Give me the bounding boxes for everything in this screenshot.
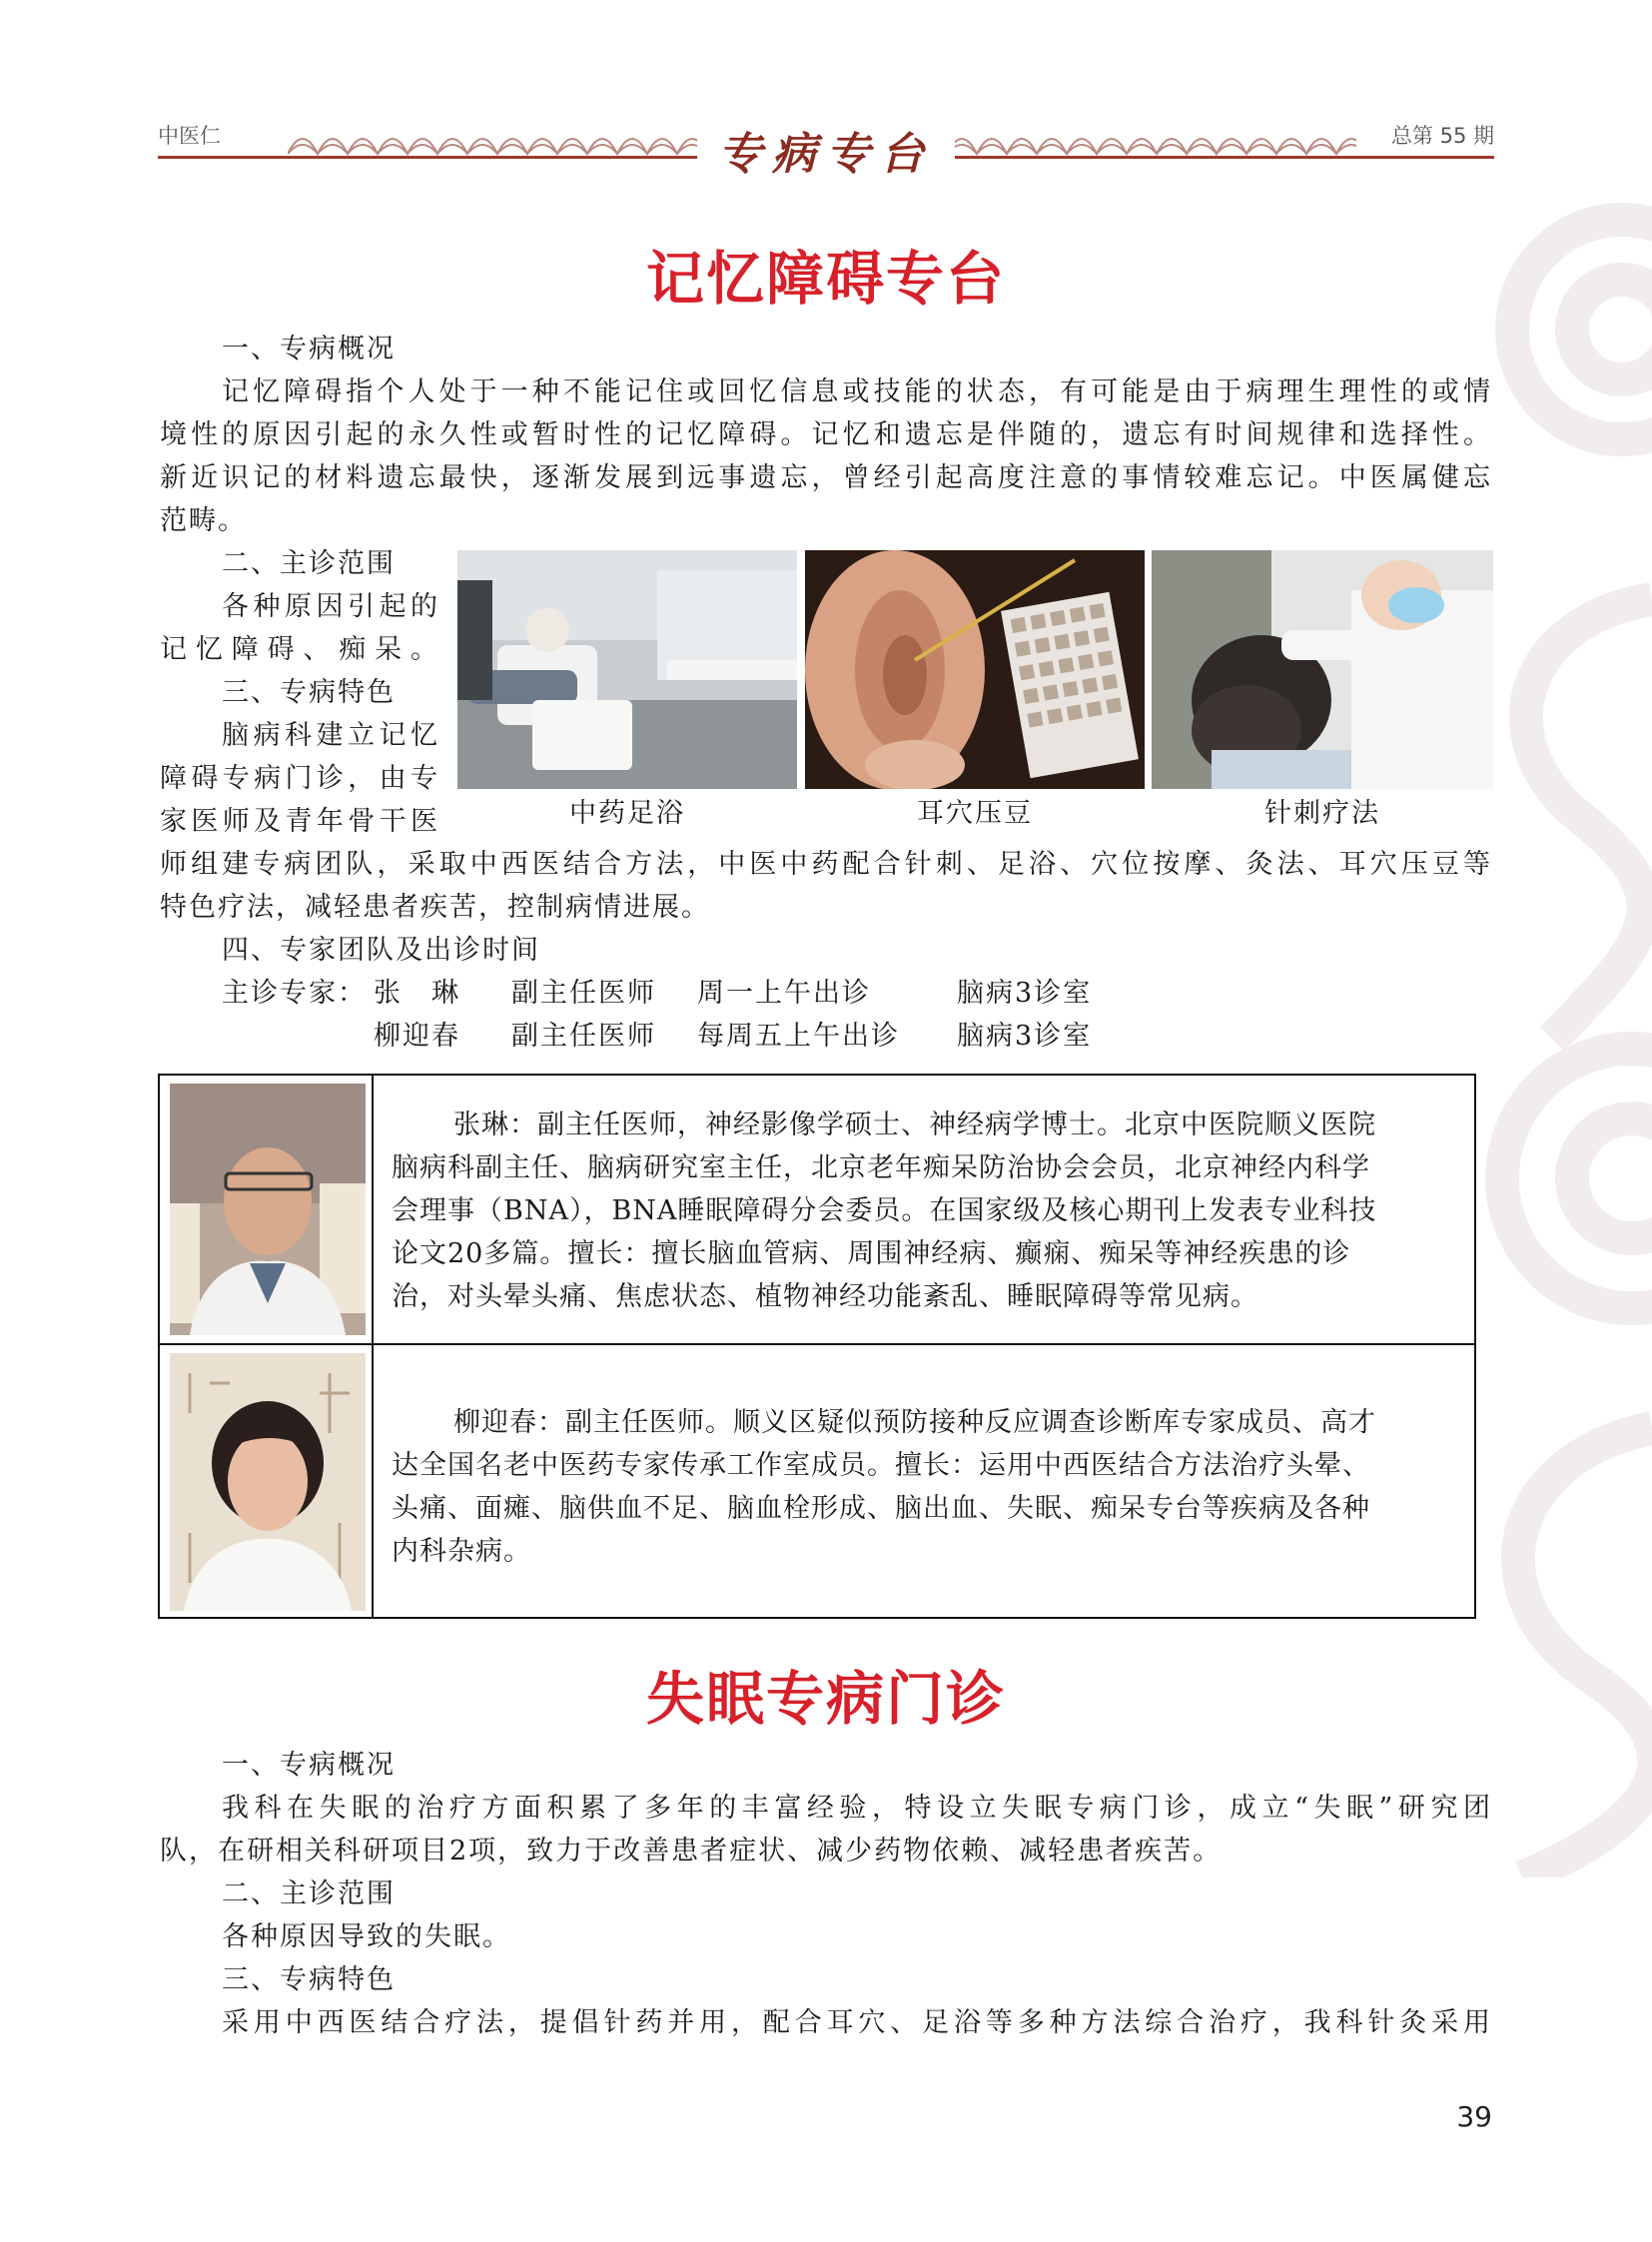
scope-line-2: 记忆障碍、痴呆。 [160, 634, 439, 665]
issue-number: 总第 55 期 [1390, 124, 1494, 148]
doctor-bio-liu [392, 1401, 1456, 1573]
expert-title: 副主任医师 [511, 978, 656, 1009]
insomnia-features-line-1: 采用中西医结合疗法，提倡针药并用，配合耳穴、足浴等多种方法综合治疗，我科针灸采用 [222, 2007, 1492, 2038]
foot-bath-photo [457, 550, 797, 789]
expert-row-1 [222, 972, 1420, 1015]
features-line-3: 家医师及青年骨干医 [160, 806, 439, 837]
overview-line-3: 新近识记的材料遗忘最快，逐渐发展到远事遗忘，曾经引起高度注意的事情较难忘记。中医属健忘 [160, 462, 1492, 493]
section-title-memory: 记忆障碍专台 [645, 245, 1006, 313]
page-number: 39 [1456, 2100, 1492, 2133]
expert-title: 副主任医师 [511, 1021, 656, 1052]
features-line-1: 脑病科建立记忆 [222, 720, 439, 751]
bio-line: 治，对头晕头痛、焦虑状态、植物神经功能紊乱、睡眠障碍等常见病。 [392, 1281, 1258, 1312]
overview-line-4: 范畴。 [160, 505, 247, 536]
expert-row-2 [222, 1015, 1420, 1058]
heading-overview-2: 一、专病概况 [222, 1750, 396, 1781]
expert-name: 柳迎春 [374, 1021, 460, 1052]
heading-scope: 二、主诊范围 [222, 548, 396, 579]
doctor-portrait-liu [170, 1353, 366, 1611]
features-line-2: 障碍专病门诊，由专 [160, 763, 439, 794]
doctor-profile-table [158, 1074, 1476, 1619]
magazine-name: 中医仁 [158, 124, 221, 148]
doctor-bio-zhang [392, 1104, 1456, 1318]
bio-line: 张琳：副主任医师，神经影像学硕士、神经病学博士。北京中医院顺义医院 [453, 1110, 1376, 1140]
features-line-4: 师组建专病团队，采取中西医结合方法，中医中药配合针刺、足浴、穴位按摩、灸法、耳穴压豆等 [160, 849, 1492, 880]
bio-line: 会理事（BNA），BNA睡眠障碍分会委员。在国家级及核心期刊上发表专业科技 [392, 1195, 1377, 1226]
doctor-portrait-zhang [170, 1084, 366, 1335]
header-title-plate [697, 112, 955, 182]
insomnia-scope: 各种原因导致的失眠。 [222, 1921, 511, 1952]
bio-line: 脑病科副主任、脑病研究室主任，北京老年痴呆防治协会会员，北京神经内科学 [392, 1152, 1370, 1183]
acupuncture-photo [1152, 550, 1493, 789]
table-divider [372, 1076, 374, 1617]
expert-room: 脑病3诊室 [957, 1021, 1093, 1052]
expert-room: 脑病3诊室 [957, 978, 1093, 1009]
expert-name: 张 琳 [374, 978, 460, 1009]
features-line-5: 特色疗法，减轻患者疾苦，控制病情进展。 [160, 892, 710, 923]
expert-time: 每周五上午出诊 [697, 1021, 900, 1052]
expert-time: 周一上午出诊 [697, 978, 871, 1009]
page-header [158, 112, 1494, 182]
heading-features-2: 三、专病特色 [222, 1964, 396, 1995]
bio-line: 头痛、面瘫、脑供血不足、脑血栓形成、脑出血、失眠、痴呆专台等疾病及各种 [392, 1493, 1370, 1524]
bio-line: 论文20多篇。擅长：擅长脑血管病、周围神经病、癫痫、痴呆等神经疾患的诊 [392, 1238, 1351, 1269]
caption-foot-bath: 中药足浴 [569, 798, 685, 829]
heading-scope-2: 二、主诊范围 [222, 1878, 396, 1909]
overview-line-1: 记忆障碍指个人处于一种不能记住或回忆信息或技能的状态，有可能是由于病理生理性的或情 [222, 376, 1492, 407]
column-title: 专病专台 [718, 129, 934, 180]
overview-line-2: 境性的原因引起的永久性或暂时性的记忆障碍。记忆和遗忘是伴随的，遗忘有时间规律和选择性。 [160, 419, 1492, 450]
heading-features: 三、专病特色 [222, 677, 396, 708]
bio-line: 达全国名老中医药专家传承工作室成员。擅长：运用中西医结合方法治疗头晕、 [392, 1450, 1370, 1481]
insomnia-overview-line-2: 队，在研相关科研项目2项，致力于改善患者症状、减少药物依赖、减轻患者疾苦。 [160, 1836, 1223, 1867]
insomnia-overview-line-1: 我科在失眠的治疗方面积累了多年的丰富经验，特设立失眠专病门诊，成立“失眠”研究团 [222, 1793, 1492, 1824]
heading-experts: 四、专家团队及出诊时间 [222, 935, 540, 966]
heading-overview: 一、专病概况 [222, 334, 396, 365]
bio-line: 内科杂病。 [392, 1536, 531, 1567]
caption-ear-acupressure: 耳穴压豆 [917, 798, 1033, 829]
section-title-insomnia: 失眠专病门诊 [645, 1665, 1006, 1733]
ear-acupressure-photo [805, 550, 1145, 789]
bio-line: 柳迎春：副主任医师。顺义区疑似预防接种反应调查诊断库专家成员、高才 [453, 1407, 1376, 1438]
experts-label: 主诊专家： [222, 978, 367, 1009]
table-divider [160, 1343, 1474, 1345]
caption-acupuncture: 针刺疗法 [1264, 798, 1380, 829]
scope-line-1: 各种原因引起的 [222, 591, 439, 622]
